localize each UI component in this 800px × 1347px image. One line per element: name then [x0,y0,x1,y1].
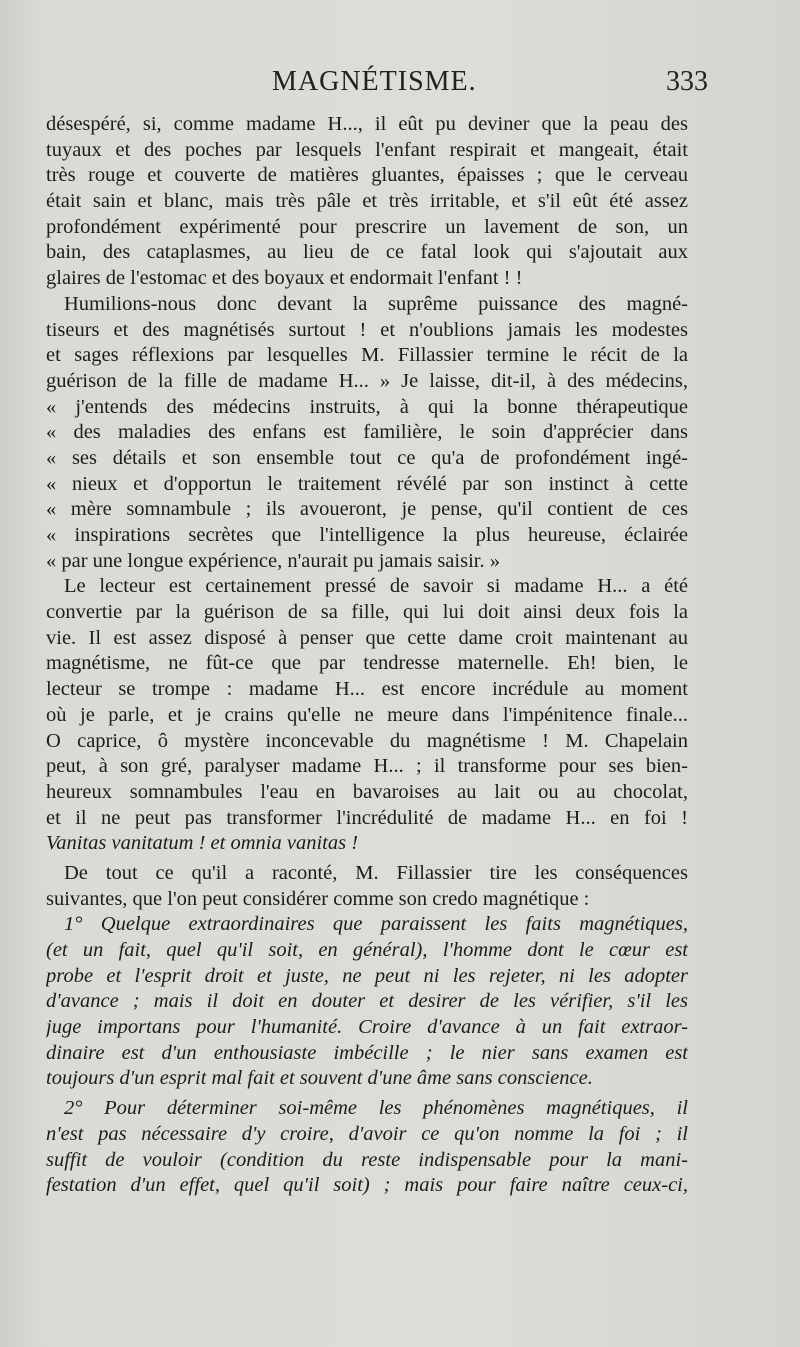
text-line: lecteur se trompe : madame H... est encore incrédule au moment [46,678,688,701]
text-line: probe et l'esprit droit et juste, ne peut ni les rejeter, ni les adopter [46,964,688,987]
text-line: désespéré, si, comme madame H..., il eût pu deviner que la peau des [46,113,688,135]
text-line: magnétisme, ne fût-ce que par tendresse maternelle. Eh! bien, le [46,652,688,675]
text-line: dinaire est d'un enthousiaste imbécille ; le nier sans examen est [46,1041,688,1064]
text-line: d'avance ; mais il doit en douter et desirer de les vérifier, s'il les [46,990,688,1013]
text-line: était sain et blanc, mais très pâle et très irritable, et s'il eût été assez [46,190,688,213]
text-line: où je parle, et je crains qu'elle ne meure dans l'impénitence finale... [46,703,688,726]
text-line: et sages réflexions par lesquelles M. Fillassier termine le récit de la [46,344,688,367]
running-title: MAGNÉTISME. [272,66,477,97]
body-text [46,112,688,1199]
text-line: « des maladies des enfans est familière, le soin d'apprécier dans [46,421,688,444]
text-line: et il ne peut pas transformer l'incrédulité de madame H... en foi ! [46,806,688,829]
text-line: convertie par la guérison de sa fille, qui lui doit ainsi deux fois la [46,601,688,624]
text-line: (et un fait, quel qu'il soit, en général), l'homme dont le cœur est [46,939,688,961]
text-line: juge importans pour l'humanité. Croire d'avance à un fait extraor- [46,1016,688,1039]
text-line: « inspirations secrètes que l'intelligence la plus heureuse, éclairée [46,524,688,546]
text-line: « nieux et d'opportun le traitement révélé par son instinct à cette [46,472,688,495]
text-line: 2° Pour déterminer soi-même les phénomènes magnétiques, il [64,1097,688,1120]
text-line: suivantes, que l'on peut considérer comme son credo magnétique : [46,887,590,910]
page-header [46,60,746,100]
text-line: 1° Quelque extraordinaires que paraissent les faits magnétiques, [64,913,688,936]
text-line: Vanitas vanitatum ! et omnia vanitas ! [46,832,359,855]
page-number: 333 [666,66,708,97]
text-line: peut, à son gré, paralyser madame H... ; il transforme pour ses bien- [46,755,688,778]
text-line: glaires de l'estomac et des boyaux et endormait l'enfant ! ! [46,267,523,290]
text-line: très rouge et couverte de matières gluantes, épaisses ; que le cerveau [46,164,688,187]
text-line: tuyaux et des poches par lesquels l'enfant respirait et mangeait, était [46,138,688,161]
text-line: De tout ce qu'il a raconté, M. Fillassier tire les conséquences [64,861,688,884]
text-line: n'est pas nécessaire d'y croire, d'avoir ce qu'on nomme la foi ; il [46,1122,688,1145]
text-line: heureux somnambules l'eau en bavaroises au lait ou au chocolat, [46,780,688,803]
text-line: « par une longue expérience, n'aurait pu jamais saisir. » [46,549,500,572]
text-line: tiseurs et des magnétisés surtout ! et n'oublions jamais les modestes [46,318,688,341]
text-line: « ses détails et son ensemble tout ce qu'a de profondément ingé- [46,446,688,469]
text-line: « mère somnambule ; ils avoueront, je pense, qu'il contient de ces [46,498,688,521]
text-line: vie. Il est assez disposé à penser que cette dame croit maintenant au [46,626,688,649]
text-line: Le lecteur est certainement pressé de savoir si madame H... a été [64,575,688,598]
text-line: toujours d'un esprit mal fait et souvent d'une âme sans conscience. [46,1067,593,1090]
text-line: O caprice, ô mystère inconcevable du magnétisme ! M. Chapelain [46,729,688,752]
text-line: « j'entends des médecins instruits, à qui la bonne thérapeutique [46,395,688,418]
text-line: festation d'un effet, quel qu'il soit) ; mais pour faire naître ceux-ci, [46,1174,688,1197]
text-line: suffit de vouloir (condition du reste indispensable pour la mani- [46,1148,688,1171]
text-line: guérison de la fille de madame H... » Je laisse, dit-il, à des médecins, [46,369,688,392]
text-line: bain, des cataplasmes, au lieu de ce fatal look qui s'ajoutait aux [46,241,688,264]
text-line: profondément expérimenté pour prescrire un lavement de son, un [46,215,688,238]
text-line: Humilions-nous donc devant la suprême puissance des magné- [64,292,688,315]
